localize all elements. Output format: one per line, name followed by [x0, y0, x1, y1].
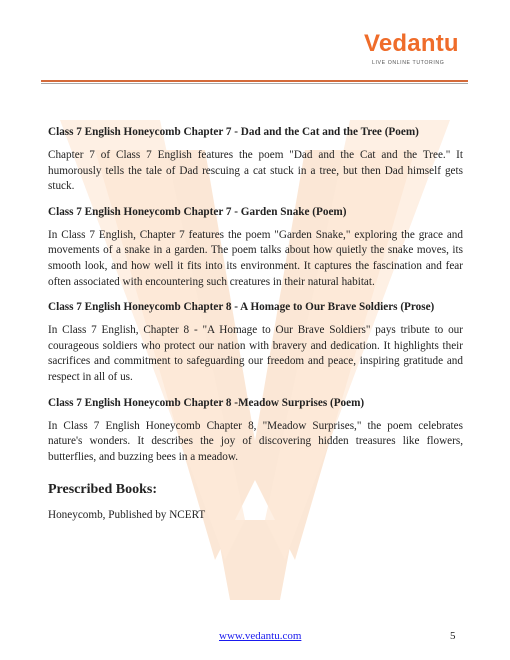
section-body: In Class 7 English, Chapter 8 - "A Homage to Our Brave Soldiers" pays tribute to our courageous soldiers who protect our nation with bravery and dedication. It highlights their sacrifices and commitment to safeguarding our freedom and peace, inspiring gratitude and respect in all of us. [48, 324, 463, 383]
prescribed-books-text: Honeycomb, Published by NCERT [48, 509, 206, 522]
header-rule-gray [41, 83, 468, 84]
vedantu-logo [360, 26, 470, 72]
section-body: In Class 7 English, Chapter 7 features the poem "Garden Snake," exploring the grace and movements of a snake in a garden. The poem talks about how quietly the snake moves, its smooth look, and how well it fits into its environment. It captures the fascination and fear often associated with encountering such creatures in their natural habitat. [48, 228, 463, 288]
section-heading: Class 7 English Honeycomb Chapter 7 - Dad and the Cat and the Tree (Poem) [48, 126, 419, 138]
section-body: Chapter 7 of Class 7 English features the poem "Dad and the Cat and the Tree." It humorously tells the tale of Dad rescuing a cat stuck in a tree, but then Dad himself gets stuck. [48, 149, 463, 193]
prescribed-books-heading: Prescribed Books: [48, 482, 158, 498]
header-rule-orange [41, 80, 468, 82]
vedantu-website-link[interactable]: www.vedantu.com [219, 630, 302, 642]
section-heading: Class 7 English Honeycomb Chapter 7 - Garden Snake (Poem) [48, 205, 347, 218]
page-number: 5 [450, 630, 456, 642]
logo-tagline: LIVE ONLINE TUTORING [372, 60, 445, 66]
section-heading: Class 7 English Honeycomb Chapter 8 -Meadow Surprises (Poem) [48, 396, 365, 409]
document-body [48, 125, 463, 534]
section-garden-snake [48, 205, 463, 290]
section-body: In Class 7 English Honeycomb Chapter 8, "Meadow Surprises," the poem celebrates nature's wonders. It describes the joy of discovering hidden treasures like flowers, butterflies, and buzzing bees in a meadow. [48, 419, 463, 463]
section-heading: Class 7 English Honeycomb Chapter 8 - A Homage to Our Brave Soldiers (Prose) [48, 301, 435, 314]
logo-text: Vedantu [364, 30, 459, 57]
section-meadow-surprises [48, 396, 463, 466]
section-dad-and-the-cat [48, 125, 463, 195]
section-homage-to-soldiers [48, 300, 463, 385]
